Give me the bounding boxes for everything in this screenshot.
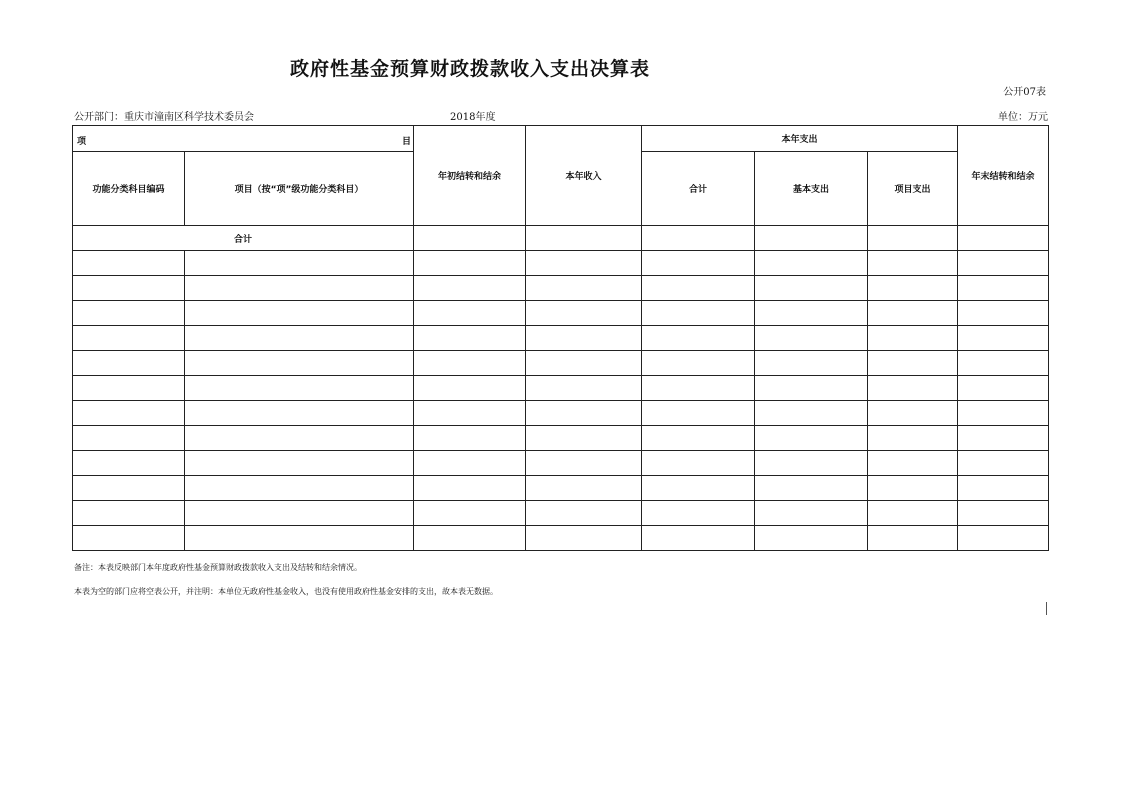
table-row [73,526,1049,551]
table-cell [73,401,185,426]
year-label: 2018年度 [450,112,496,123]
table-cell [185,276,414,301]
table-cell [414,276,526,301]
table-row [73,376,1049,401]
table-cell [958,251,1049,276]
table-cell [755,276,868,301]
table-cell [868,376,958,401]
table-cell [526,501,642,526]
table-cell [414,426,526,451]
table-cell [414,526,526,551]
table-cell [185,501,414,526]
table-cell [526,326,642,351]
table-cell [868,301,958,326]
table-cell [642,501,755,526]
table-cell [526,276,642,301]
table-cell [73,426,185,451]
table-cell [755,251,868,276]
table-cell [73,376,185,401]
table-row [73,301,1049,326]
total-exp-basic [755,226,868,251]
table-cell [526,426,642,451]
header-expenditure: 本年支出 [642,126,958,152]
table-cell [185,351,414,376]
table-cell [185,326,414,351]
table-cell [755,526,868,551]
table-cell [868,251,958,276]
table-cell [526,401,642,426]
table-cell [642,301,755,326]
table-cell [868,276,958,301]
header-exp-total: 合计 [642,152,755,226]
table-cell [73,276,185,301]
total-closing-balance [958,226,1049,251]
total-exp-project [868,226,958,251]
table-cell [868,476,958,501]
header-opening-balance: 年初结转和结余 [414,126,526,226]
table-cell [414,401,526,426]
table-cell [958,326,1049,351]
form-number: 公开07表 [1003,87,1046,98]
header-item-group [73,126,414,152]
table-row [73,326,1049,351]
table-cell [73,501,185,526]
table-cell [414,326,526,351]
report-table [72,125,1049,551]
table-cell [958,276,1049,301]
table-cell [642,451,755,476]
table-row [73,451,1049,476]
table-cell [958,301,1049,326]
page-edge-mark [1046,602,1047,615]
header-item: 项目（按“项”级功能分类科目） [185,152,414,226]
table-cell [185,251,414,276]
table-cell [414,351,526,376]
total-exp-total [642,226,755,251]
table-row [73,251,1049,276]
table-cell [642,426,755,451]
table-cell [73,451,185,476]
table-cell [755,501,868,526]
table-cell [526,351,642,376]
table-cell [642,526,755,551]
table-cell [526,251,642,276]
table-cell [414,501,526,526]
table-cell [958,501,1049,526]
table-cell [958,351,1049,376]
table-cell [868,526,958,551]
header-income: 本年收入 [526,126,642,226]
table-cell [868,451,958,476]
table-cell [414,251,526,276]
table-cell [185,426,414,451]
table-cell [414,476,526,501]
table-cell [185,526,414,551]
table-cell [185,401,414,426]
table-cell [958,526,1049,551]
table-cell [414,301,526,326]
table-row [73,501,1049,526]
table-cell [755,401,868,426]
table-cell [642,376,755,401]
table-cell [958,401,1049,426]
table-cell [185,301,414,326]
table-cell [73,326,185,351]
table-cell [755,451,868,476]
report-meta [74,108,1048,122]
table-cell [868,326,958,351]
table-cell [755,476,868,501]
table-cell [185,376,414,401]
table-cell [73,351,185,376]
table-row [73,401,1049,426]
table-cell [526,376,642,401]
table-cell [755,426,868,451]
table-cell [526,301,642,326]
header-code: 功能分类科目编码 [73,152,185,226]
table-cell [868,401,958,426]
table-cell [642,401,755,426]
table-cell [755,301,868,326]
table-cell [642,476,755,501]
table-cell [868,426,958,451]
total-row [73,226,1049,251]
table-cell [958,426,1049,451]
table-cell [642,251,755,276]
table-cell [414,451,526,476]
total-income [526,226,642,251]
table-cell [958,376,1049,401]
table-cell [73,476,185,501]
header-exp-basic: 基本支出 [755,152,868,226]
table-cell [958,451,1049,476]
total-opening-balance [414,226,526,251]
table-cell [755,326,868,351]
header-closing-balance: 年末结转和结余 [958,126,1049,226]
table-row [73,426,1049,451]
table-row [73,276,1049,301]
note-remark: 备注：本表反映部门本年度政府性基金预算财政拨款收入支出及结转和结余情况。 [74,563,362,572]
table-cell [755,376,868,401]
table-cell [526,476,642,501]
header-xiang: 项 [77,137,87,147]
table-cell [755,351,868,376]
total-label: 合计 [73,226,414,251]
table-cell [642,351,755,376]
table-row [73,476,1049,501]
note-empty-table: 本表为空的部门应将空表公开，并注明：本单位无政府性基金收入，也没有使用政府性基金安排的支出，故本表无数据。 [74,587,498,596]
table-cell [185,451,414,476]
table-cell [414,376,526,401]
table-cell [73,251,185,276]
unit-label: 单位：万元 [998,112,1048,123]
table-cell [526,451,642,476]
table-cell [958,476,1049,501]
table-cell [73,301,185,326]
header-exp-project: 项目支出 [868,152,958,226]
table-cell [642,276,755,301]
table-cell [526,526,642,551]
table-cell [642,326,755,351]
header-mu: 目 [401,137,411,147]
table-cell [73,526,185,551]
header-row-1 [73,126,1049,152]
table-cell [868,501,958,526]
department-label: 公开部门：重庆市潼南区科学技术委员会 [74,112,254,123]
table-cell [868,351,958,376]
page-title: 政府性基金预算财政拨款收入支出决算表 [289,58,650,80]
table-cell [185,476,414,501]
table-row [73,351,1049,376]
